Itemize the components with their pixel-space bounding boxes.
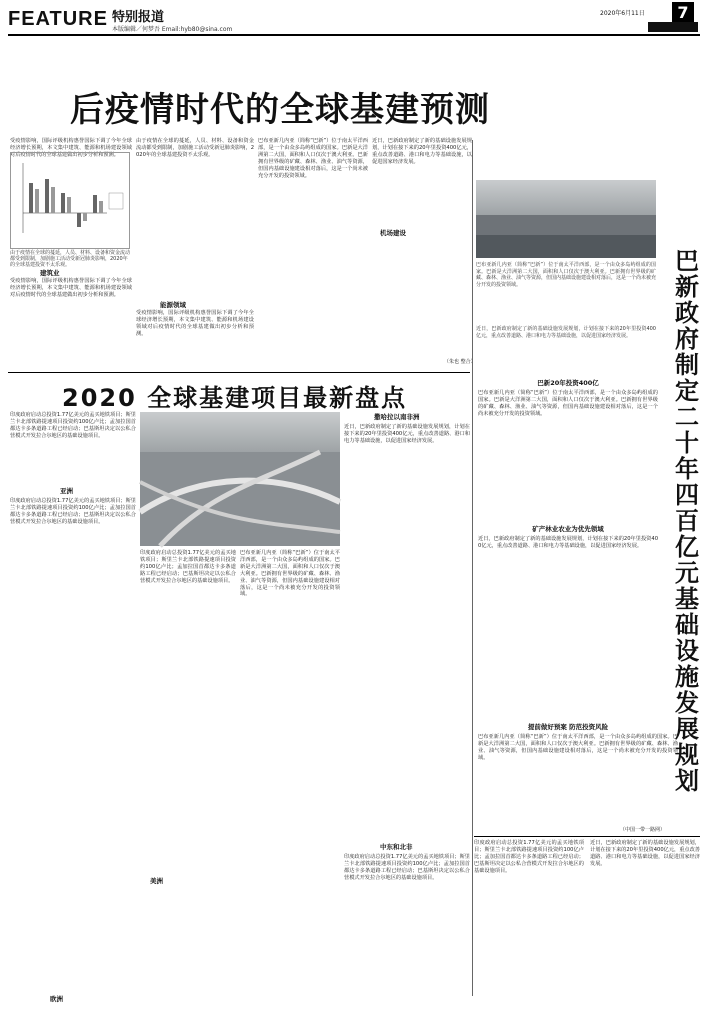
lower-intro-text: 印度政府启动总投资1.77亿美元的孟买地铁项目；斯里兰卡北部铁路提速项目投资约100亿卢比；孟加拉国首都达卡多条道路工程已经启动；巴基斯坦决定以公私合营模式开发拉合尔地区的基础设施项目。 xyxy=(10,412,136,439)
subhead-mideast: 中东和北非 xyxy=(380,843,413,851)
chart-bar xyxy=(35,189,39,213)
subhead-policy: 提前做好预案 防范投资风险 xyxy=(527,723,609,731)
column-mid-1: 印度政府启动总投资1.77亿美元的孟买地铁项目；斯里兰卡北部铁路提速项目投资约100亿卢比；孟加拉国首都达卡多条道路工程已经启动；巴基斯坦决定以公私合营模式开发拉合尔地区的基础设施项目。 xyxy=(140,550,236,584)
right-col-2: 近日，巴新政府制定了新的基础设施发展规划，计划在接下来的20年里投资400亿元，重点改善道路、港口和电力等基础设施，以促进国家经济发展。 xyxy=(478,536,658,549)
section-divider xyxy=(8,372,470,373)
photo-sky xyxy=(476,180,656,215)
subhead-natural: 巴新20年投资400亿 xyxy=(537,379,599,387)
asia-column-text: 印度政府启动总投资1.77亿美元的孟买地铁项目；斯里兰卡北部铁路提速项目投资约100亿卢比；孟加拉国首都达卡多条道路工程已经启动；巴基斯坦决定以公私合营模式开发拉合尔地区的基础设施项目。 xyxy=(10,498,136,525)
chart-bar xyxy=(45,179,49,213)
vertical-headline: 巴新政府制定二十年四百亿元基础设施发展规划 xyxy=(675,247,699,795)
subhead-asia: 亚洲 xyxy=(60,487,73,495)
chart-bar xyxy=(61,193,65,213)
subhead-europe: 欧洲 xyxy=(50,995,63,1003)
mideast-column-text: 印度政府启动总投资1.77亿美元的孟买地铁项目；斯里兰卡北部铁路提速项目投资约100亿卢比；孟加拉国首都达卡多条道路工程已经启动；巴基斯坦决定以公私合营模式开发拉合尔地区的基础设施项目。 xyxy=(344,854,470,881)
subhead-mining: 矿产林业农业为优先领域 xyxy=(532,525,604,533)
right-col-1: 巴布亚新几内亚（简称“巴新”）位于南太平洋西部，是一个由众多岛屿组成的国家。巴新是大洋洲第二大国，面积和人口仅次于澳大利亚。巴新拥有世界级的矿藏、森林、渔业、油气等资源，但国内基础设施建设相对落后，这是一个尚未被充分开发的投资领域。 xyxy=(478,390,658,417)
section-feature-label: FEATURE xyxy=(8,8,108,30)
highway-photo xyxy=(140,412,340,546)
section-title: 特别报道 xyxy=(112,10,165,25)
second-headline: 2020 全球基建项目最新盘点 xyxy=(62,384,408,412)
subhead-africa: 撒哈拉以南非洲 xyxy=(374,413,420,421)
subhead-energy: 能源领域 xyxy=(160,301,186,309)
column-2-text: 由于疫情在全球的蔓延，人员、材料、设备和资金流动都受到限制，加剧施工活动受新冠肺炎影响，2020年的全球基建投资不太乐观。 xyxy=(136,138,254,158)
column-2b-text: 受疫情影响，国际评级机构惠誉国际下调了今年全球经济增长预期，本文集中建筑、能源和机场建设领域对后疫情时代的全球基建做出初步分析和预测。 xyxy=(136,310,254,337)
chart-bar xyxy=(83,213,87,221)
intro-text: 受疫情影响，国际评级机构惠誉国际下调了今年全球经济增长预期，本文集中建筑、能源和机场建设领域对后疫情时代的全球基建做出初步分析和预测。 xyxy=(10,138,132,158)
column-3-text: 巴布亚新几内亚（简称“巴新”）位于南太平洋西部，是一个由众多岛屿组成的国家。巴新是大洋洲第二大国，面积和人口仅次于澳大利亚。巴新拥有世界级的矿藏、森林、渔业、油气等资源，但国内基础设施建设相对落后，这是一个尚未被充分开发的投资领域。 xyxy=(258,138,368,179)
bar-chart-figure xyxy=(10,152,130,249)
png-intro-text: 巴布亚新几内亚（简称“巴新”）位于南太平洋西部，是一个由众多岛屿组成的国家。巴新是大洋洲第二大国，面积和人口仅次于澳大利亚。巴新拥有世界级的矿藏、森林、渔业、油气等资源，但国内基础设施建设相对落后，这是一个尚未被充分开发的投资领域。 xyxy=(476,262,657,288)
bottom-right-col-2: 近日，巴新政府制定了新的基础设施发展规划，计划在接下来的20年里投资400亿元，重点改善道路、港口和电力等基础设施，以促进国家经济发展。 xyxy=(590,840,700,867)
column-4-text: 近日，巴新政府制定了新的基础设施发展规划，计划在接下来的20年里投资400亿元，重点改善道路、港口和电力等基础设施，以促进国家经济发展。 xyxy=(372,138,472,165)
chart-bar xyxy=(77,213,81,227)
right-divider xyxy=(474,836,700,837)
highway-lines xyxy=(140,412,340,546)
author-tag-1: （朱也 整合） xyxy=(444,359,476,365)
column-mid-2: 巴布亚新几内亚（简称“巴新”）位于南太平洋西部，是一个由众多岛屿组成的国家。巴新是大洋洲第二大国，面积和人口仅次于澳大利亚。巴新拥有世界级的矿藏、森林、渔业、油气等资源，但国内基础设施建设相对落后，这是一个尚未被充分开发的投资领域。 xyxy=(240,550,340,598)
author-tag-2: （中国一带一路网） xyxy=(620,827,666,833)
chart-bar xyxy=(93,195,97,213)
column-rule xyxy=(472,140,473,996)
subhead-construction: 建筑业 xyxy=(40,269,60,277)
editor-line: 本版编辑／何梦吾 Email:hyb80@sina.com xyxy=(112,26,233,33)
column-1-text: 受疫情影响，国际评级机构惠誉国际下调了今年全球经济增长预期，本文集中建筑、能源和机场建设领域对后疫情时代的全球基建做出初步分析和预测。 xyxy=(10,278,132,298)
chart-bar xyxy=(29,183,33,213)
masthead-logo xyxy=(648,22,698,32)
subhead-airport: 机场建设 xyxy=(380,229,406,237)
chart-caption: 由于疫情在全球的蔓延，人员、材料、设备和资金流动都受到限制，加剧施工活动受新冠肺炎影响，2020年的全球基建投资不太乐观。 xyxy=(10,250,131,268)
africa-column-text: 近日，巴新政府制定了新的基础设施发展规划，计划在接下来的20年里投资400亿元，重点改善道路、港口和电力等基础设施，以促进国家经济发展。 xyxy=(344,424,470,444)
png-intro-text-2: 近日，巴新政府制定了新的基础设施发展规划，计划在接下来的20年里投资400亿元，重点改善道路、港口和电力等基础设施，以促进国家经济发展。 xyxy=(476,326,656,339)
right-col-3: 巴布亚新几内亚（简称“巴新”）位于南太平洋西部，是一个由众多岛屿组成的国家。巴新是大洋洲第二大国，面积和人口仅次于澳大利亚。巴新拥有世界级的矿藏、森林、渔业、油气等资源，但国内基础设施建设相对落后，这是一个尚未被充分开发的投资领域。 xyxy=(478,734,678,761)
photo-ground xyxy=(476,235,656,258)
page-number: 7 xyxy=(672,2,694,24)
main-headline: 后疫情时代的全球基建预测 xyxy=(70,90,490,130)
bottom-right-col-1: 印度政府启动总投资1.77亿美元的孟买地铁项目；斯里兰卡北部铁路提速项目投资约100亿卢比；孟加拉国首都达卡多条道路工程已经启动；巴基斯坦决定以公私合营模式开发拉合尔地区的基础设施项目。 xyxy=(474,840,584,874)
bar-chart-svg xyxy=(11,153,129,248)
port-city-photo xyxy=(476,180,656,258)
chart-bar xyxy=(51,187,55,213)
header-rule xyxy=(8,34,700,36)
issue-date: 2020年6月11日 xyxy=(600,10,645,17)
chart-legend-box xyxy=(109,193,123,209)
chart-bar xyxy=(67,197,71,213)
subhead-america: 美洲 xyxy=(150,877,163,885)
chart-bar xyxy=(99,201,103,213)
